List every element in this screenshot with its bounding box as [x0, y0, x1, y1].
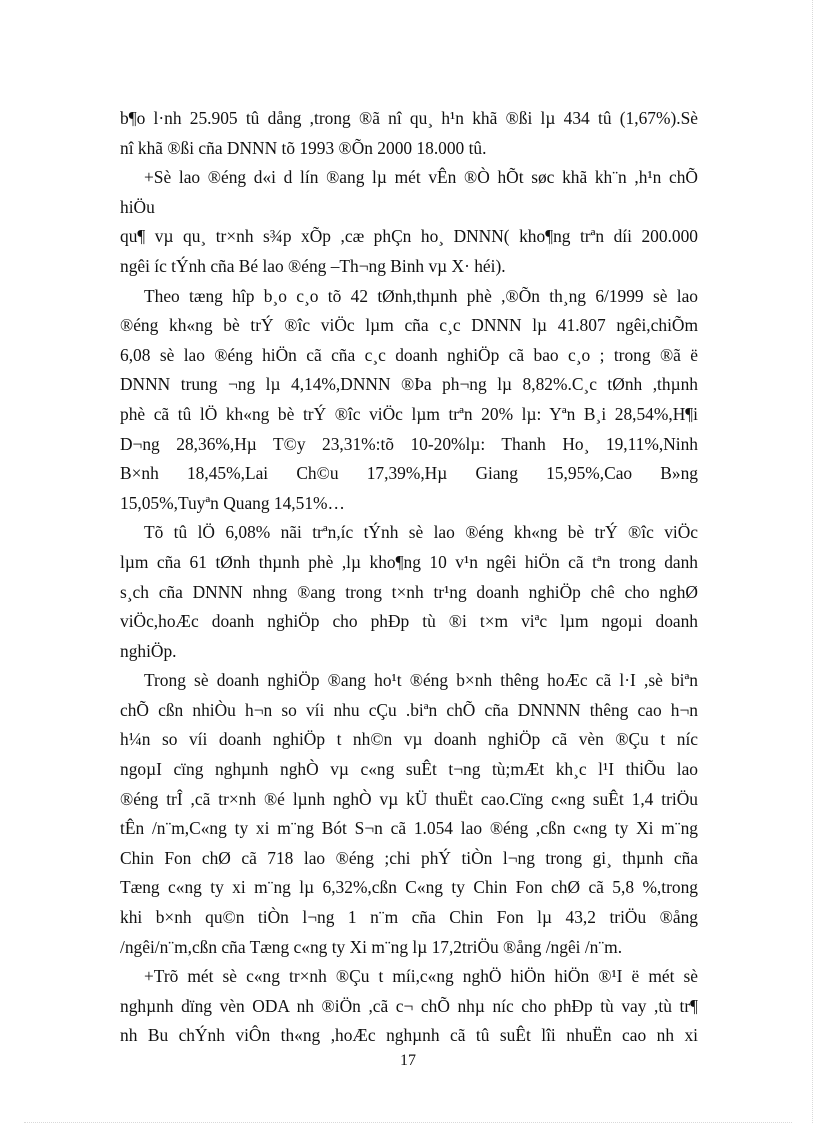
text-line: Chin Fon chØ cã 718 lao ®éng ;chi phÝ tiÒn l¬ng trong gi¸ thµnh cña — [120, 847, 698, 868]
text-line: ngêi íc tÝnh cña Bé lao ®éng –Th¬ng Binh vµ X· héi). — [120, 255, 506, 276]
text-line: 6,08 sè lao ®éng hiÖn cã cña c¸c doanh nghiÖp cã bao c¸o ; trong ®ã ë — [120, 344, 698, 365]
text-line: D¬ng 28,36%,Hµ T©y 23,31%:tõ 10-20%lµ: Thanh Ho¸ 19,11%,Ninh — [120, 433, 698, 454]
text-line: Trong sè doanh nghiÖp ®ang ho¹t ®éng b×nh thêng hoÆc cã l·I ,sè biªn — [144, 670, 698, 691]
text-line: nghiÖp. — [120, 640, 177, 661]
body-text — [120, 104, 698, 1051]
text-line: nî khã ®ßi cña DNNN tõ 1993 ®Õn 2000 18.000 tû. — [120, 137, 487, 158]
text-line: phè cã tû lÖ kh«ng bè trÝ ®îc viÖc lµm trªn 20% lµ: Yªn B¸i 28,54%,H¶i — [120, 403, 698, 424]
text-line: Theo tæng hîp b¸o c¸o tõ 42 tØnh,thµnh phè ,®Õn th¸ng 6/1999 sè lao — [144, 285, 698, 306]
text-line: B×nh 18,45%,Lai Ch©u 17,39%,Hµ Giang 15,95%,Cao B»ng — [120, 463, 698, 484]
text-line: nh Bu chÝnh viÔn th«ng ,hoÆc nghµnh cã tû suÊt lîi nhuËn cao nh xi — [120, 1025, 698, 1046]
text-line: chÕ cßn nhiÒu h¬n so víi nhu cÇu .biªn chÕ cña DNNNN thêng cao h¬n — [120, 699, 698, 720]
text-line: DNNN trung ¬ng lµ 4,14%,DNNN ®Þa ph¬ng lµ 8,82%.C¸c tØnh ,thµnh — [120, 374, 698, 395]
page-number: 17 — [400, 1052, 416, 1069]
text-line: nghµnh dïng vèn ODA nh ®iÖn ,cã c¬ chÕ nhµ níc cho phÐp tù vay ,tù tr¶ — [120, 995, 698, 1016]
page-right-border — [812, 0, 813, 1123]
text-line: viÖc,hoÆc doanh nghiÖp cho phÐp tù ®i t×m viªc lµm ngoµi doanh — [120, 611, 698, 632]
text-line: tÊn /n¨m,C«ng ty xi m¨ng Bót S¬n cã 1.054 lao ®éng ,cßn c«ng ty Xi m¨ng — [120, 818, 698, 839]
text-line: ngoµI cïng nghµnh nghÒ vµ c«ng suÊt t¬ng tù;mÆt kh¸c l¹I thiÕu lao — [120, 759, 698, 780]
text-line: Tõ tû lÖ 6,08% nãi trªn,íc tÝnh sè lao ®éng kh«ng bè trÝ ®îc viÖc — [144, 522, 698, 543]
text-line: ®éng kh«ng bè trÝ ®îc viÖc lµm cña c¸c DNNN lµ 41.807 ngêi,chiÕm — [120, 315, 698, 336]
text-line: Tæng c«ng ty xi m¨ng lµ 6,32%,cßn C«ng ty Chin Fon chØ cã 5,8 %,trong — [120, 877, 698, 898]
text-line: /ngêi/n¨m,cßn cña Tæng c«ng ty Xi m¨ng lµ 17,2triÖu ®ång /ngêi /n¨m. — [120, 936, 623, 957]
text-line: h¼n so víi doanh nghiÖp t nh©n vµ doanh nghiÖp cã vèn ®Çu t níc — [120, 729, 698, 750]
text-line: +Sè lao ®éng d«i d lín ®ang lµ mét vÊn ®Ò hÕt søc khã kh¨n ,h¹n chÕ — [144, 167, 698, 188]
text-line: s¸ch cña DNNN nhng ®ang trong t×nh tr¹ng doanh nghiÖp chê cho nghØ — [120, 581, 698, 602]
text-line: lµm cña 61 tØnh thµnh phè ,lµ kho¶ng 10 v¹n ngêi hiÖn cã tªn trong danh — [120, 551, 698, 572]
text-line: khi b×nh qu©n tiÒn l¬ng 1 n¨m cña Chin Fon lµ 43,2 triÖu ®ång — [120, 907, 698, 928]
text-line: qu¶ vµ qu¸ tr×nh s¾p xÕp ,cæ phÇn ho¸ DNNN( kho¶ng trªn díi 200.000 — [120, 226, 698, 247]
text-line: b¶o l·nh 25.905 tû dång ,trong ®ã nî qu¸ h¹n khã ®ßi lµ 434 tû (1,67%).Sè — [120, 108, 698, 128]
text-line: hiÖu — [120, 196, 155, 217]
text-line: ®éng trÎ ,cã tr×nh ®é lµnh nghÒ vµ kÜ thuËt cao.Cïng c«ng suÊt 1,4 triÖu — [120, 788, 698, 809]
text-line: 15,05%,Tuyªn Quang 14,51%… — [120, 492, 345, 513]
text-line: +Trõ mét sè c«ng tr×nh ®Çu t míi,c«ng nghÖ hiÖn hiÖn ®¹I ë mét sè — [144, 966, 698, 987]
